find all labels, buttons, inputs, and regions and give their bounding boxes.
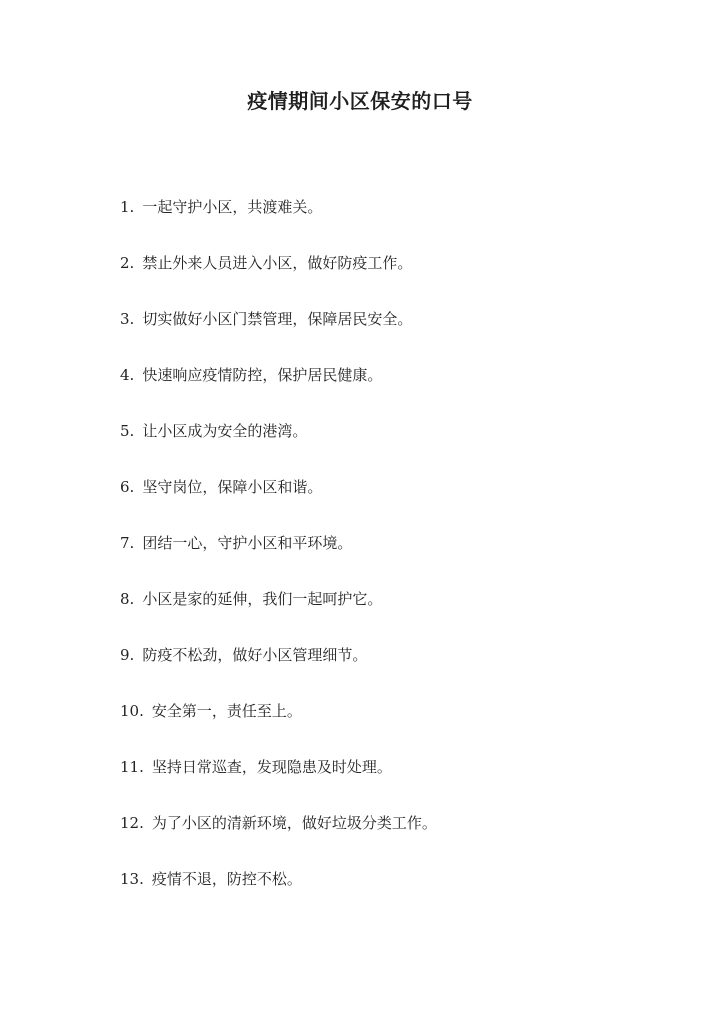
slogan-item: [120, 585, 640, 641]
slogan-text: 坚守岗位，保障小区和谐。: [142, 478, 323, 496]
slogan-number: 11.: [120, 758, 144, 776]
slogan-text: 坚持日常巡查，发现隐患及时处理。: [151, 758, 392, 776]
slogan-text: 快速响应疫情防控，保护居民健康。: [142, 366, 383, 384]
slogan-text: 一起守护小区，共渡难关。: [142, 198, 323, 216]
slogan-item: [120, 305, 640, 361]
slogan-number: 10.: [120, 702, 144, 720]
slogan-text: 为了小区的清新环境，做好垃圾分类工作。: [151, 814, 437, 832]
slogan-item: [120, 473, 640, 529]
slogan-item: [120, 417, 640, 473]
slogan-text: 切实做好小区门禁管理，保障居民安全。: [142, 310, 413, 328]
slogan-text: 疫情不退，防控不松。: [151, 870, 302, 888]
slogan-item: [120, 249, 640, 305]
slogan-number: 8.: [120, 590, 135, 608]
slogan-number: 5.: [120, 422, 135, 440]
slogan-item: [120, 865, 640, 921]
slogan-number: 2.: [120, 254, 135, 272]
slogan-number: 7.: [120, 534, 135, 552]
slogan-item: [120, 529, 640, 585]
slogan-number: 9.: [120, 646, 135, 664]
slogan-number: 3.: [120, 310, 135, 328]
slogan-number: 13.: [120, 870, 144, 888]
slogan-item: [120, 753, 640, 809]
slogan-text: 团结一心，守护小区和平环境。: [142, 534, 353, 552]
slogan-item: [120, 697, 640, 753]
slogan-item: [120, 809, 640, 865]
slogan-text: 防疫不松劲，做好小区管理细节。: [142, 646, 368, 664]
slogan-item: [120, 641, 640, 697]
slogan-number: 1.: [120, 198, 135, 216]
document-title: 疫情期间小区保安的口号: [247, 89, 473, 113]
slogan-text: 安全第一，责任至上。: [151, 702, 302, 720]
slogan-number: 12.: [120, 814, 144, 832]
slogan-number: 6.: [120, 478, 135, 496]
slogan-list: [120, 193, 640, 921]
slogan-text: 小区是家的延伸，我们一起呵护它。: [142, 590, 383, 608]
slogan-text: 让小区成为安全的港湾。: [142, 422, 308, 440]
slogan-item: [120, 193, 640, 249]
slogan-text: 禁止外来人员进入小区，做好防疫工作。: [142, 254, 413, 272]
slogan-item: [120, 361, 640, 417]
slogan-number: 4.: [120, 366, 135, 384]
